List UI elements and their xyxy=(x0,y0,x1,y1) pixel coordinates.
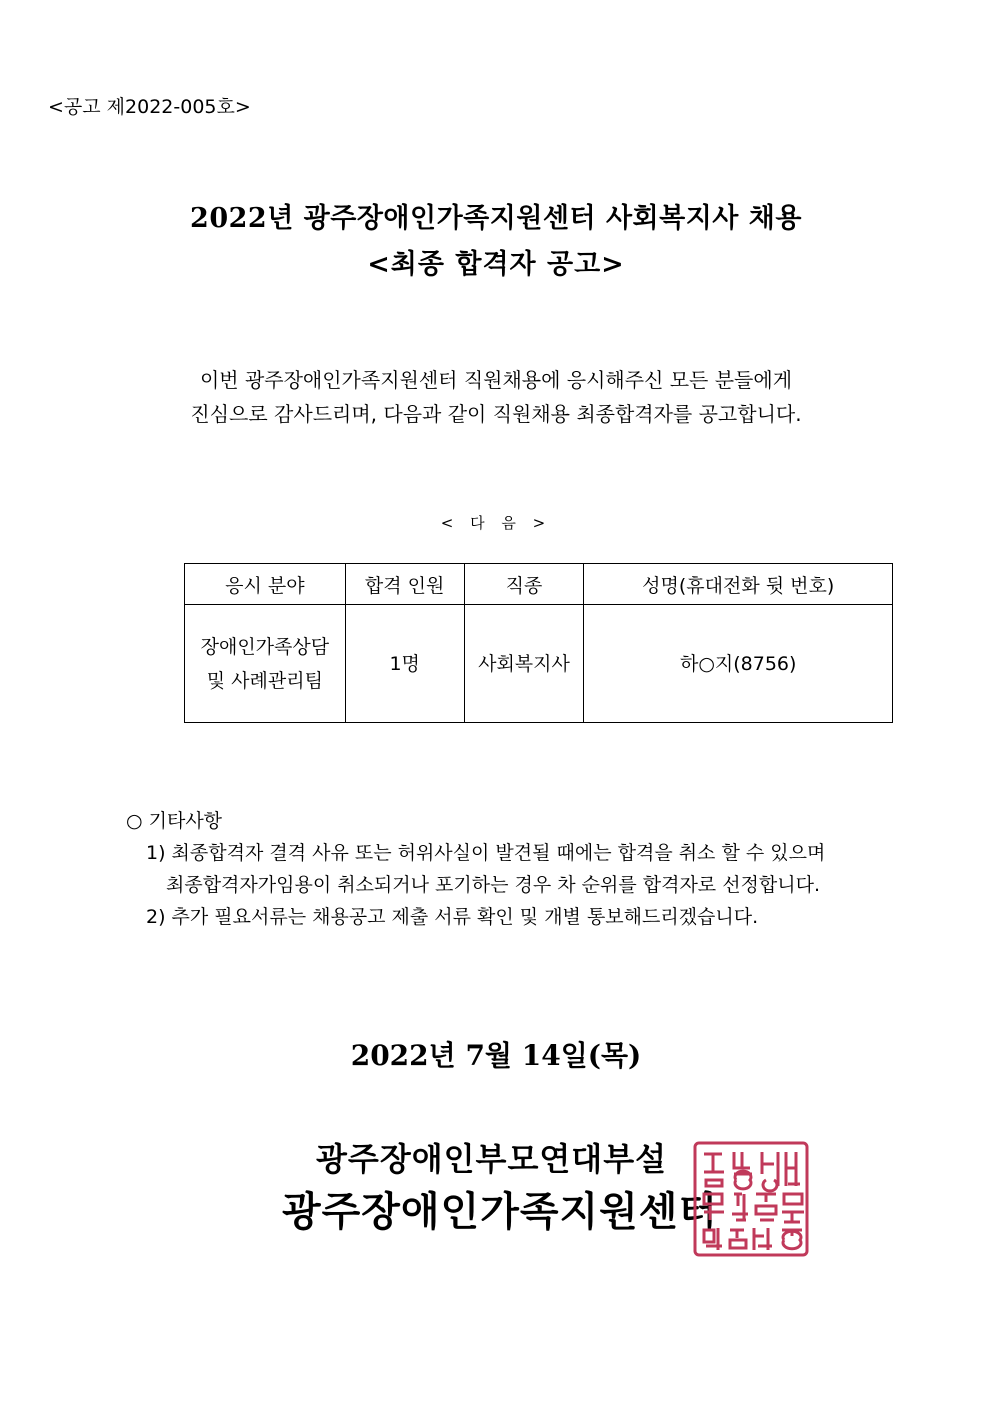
header-field: 응시 분야 xyxy=(185,564,346,605)
document-subtitle: <최종 합격자 공고> xyxy=(367,249,625,280)
cell-name: 하○지(8756) xyxy=(584,605,893,723)
header-count: 합격 인원 xyxy=(345,564,464,605)
organization-name: 광주장애인가족지원센터 xyxy=(282,1188,719,1235)
other-notes-heading: ○ 기타사항 xyxy=(126,810,223,832)
notice-number: <공고 제2022-005호> xyxy=(48,96,251,118)
cell-job: 사회복지사 xyxy=(464,605,584,723)
intro-line-2: 진심으로 감사드리며, 다음과 같이 직원채용 최종합격자를 공고합니다. xyxy=(190,402,802,426)
section-label: < 다 음 > xyxy=(440,514,552,532)
announcement-date: 2022년 7월 14일(목) xyxy=(350,1039,642,1072)
other-notes-item-2: 2) 추가 필요서류는 채용공고 제출 서류 확인 및 개별 통보해드리겠습니다. xyxy=(146,906,759,928)
other-notes-item-1: 1) 최종합격자 결격 사유 또는 허위사실이 발견될 때에는 합격을 취소 할 수 있으며 xyxy=(146,842,826,864)
table-row xyxy=(185,605,893,723)
result-table xyxy=(184,563,893,723)
table-header-row xyxy=(185,564,893,605)
other-notes-item-1-cont: 최종합격자가임용이 취소되거나 포기하는 경우 차 순위를 합격자로 선정합니다. xyxy=(166,874,821,896)
intro-line-1: 이번 광주장애인가족지원센터 직원채용에 응시해주신 모든 분들에게 xyxy=(199,368,793,392)
cell-field xyxy=(185,605,346,723)
header-job: 직종 xyxy=(464,564,584,605)
official-seal-stamp xyxy=(692,1140,810,1258)
cell-count: 1명 xyxy=(345,605,464,723)
cell-field-line1: 장애인가족상담 xyxy=(200,635,330,658)
header-name: 성명(휴대전화 뒷 번호) xyxy=(584,564,893,605)
document-title: 2022년 광주장애인가족지원센터 사회복지사 채용 xyxy=(190,203,802,234)
organization-parent: 광주장애인부모연대부설 xyxy=(316,1140,668,1178)
cell-field-line2: 및 사례관리팀 xyxy=(206,669,323,692)
